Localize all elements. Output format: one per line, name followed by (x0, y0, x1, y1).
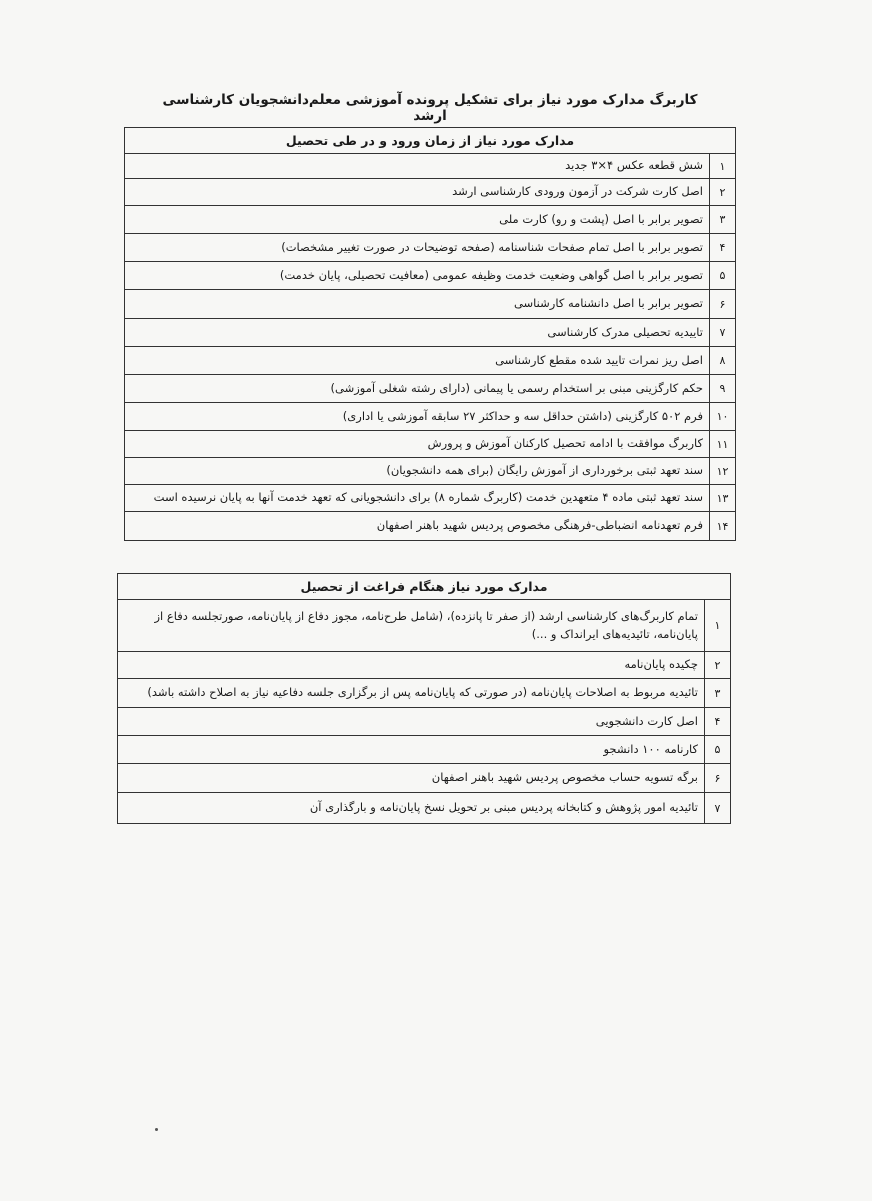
table-row (125, 262, 735, 290)
table-row (118, 764, 730, 793)
row-number: ۱۲ (709, 458, 735, 484)
row-number: ۴ (704, 708, 730, 735)
table-row (125, 319, 735, 347)
table-row (118, 679, 730, 708)
table-header: مدارک مورد نیاز هنگام فراغت از تحصیل (118, 574, 730, 600)
row-number: ۸ (709, 347, 735, 374)
row-number: ۲ (704, 652, 730, 678)
table-row (118, 793, 730, 823)
table-header: مدارک مورد نیاز از زمان ورود و در طی تحصیل (125, 128, 735, 154)
row-text: تصویر برابر با اصل (پشت و رو) کارت ملی (499, 211, 703, 226)
row-number: ۱۰ (709, 403, 735, 430)
table-row (125, 347, 735, 375)
row-text: اصل ریز نمرات تایید شده مقطع کارشناسی (495, 352, 703, 367)
table-row (125, 154, 735, 179)
row-text: تمام کاربرگ‌های کارشناسی ارشد (از صفر تا پانزده)، (شامل طرح‌نامه، مجوز دفاع از پایان‌نامه، صورتجلسه دفاع از پایان‌نامه، تائیدیه‌های ایرانداک و ...) (154, 608, 698, 641)
row-number: ۶ (709, 290, 735, 318)
table-row (125, 485, 735, 512)
row-number: ۷ (704, 793, 730, 823)
table-row (118, 736, 730, 764)
row-text: تصویر برابر با اصل گواهی وضعیت خدمت وظیفه عمومی (معافیت تحصیلی، پایان خدمت) (279, 267, 703, 282)
table-row (118, 600, 730, 652)
table-row (125, 512, 735, 540)
row-text: فرم تعهدنامه انضباطی-فرهنگی مخصوص پردیس شهید باهنر اصفهان (376, 518, 703, 533)
row-number: ۳ (709, 206, 735, 233)
row-text: سند تعهد ثبتی برخورداری از آموزش رایگان (برای همه دانشجویان) (386, 463, 703, 478)
page-title: کاربرگ مدارک مورد نیاز برای تشکیل پرونده آموزشی معلم‌دانشجویان کارشناسی ارشد (162, 92, 698, 124)
row-text: تصویر برابر با اصل تمام صفحات شناسنامه (صفحه توضیحات در صورت تغییر مشخصات) (281, 239, 703, 254)
row-text: کاربرگ موافقت با ادامه تحصیل کارکنان آموزش و پرورش (427, 436, 703, 451)
row-text: شش قطعه عکس ۴×۳ جدید (565, 158, 703, 173)
row-text: برگه تسویه حساب مخصوص پردیس شهید باهنر اصفهان (431, 770, 698, 785)
row-text: تاییدیه تحصیلی مدرک کارشناسی (547, 324, 703, 339)
row-number: ۲ (709, 179, 735, 205)
row-number: ۱۱ (709, 431, 735, 457)
row-number: ۳ (704, 679, 730, 707)
table-row (118, 652, 730, 679)
table-row (125, 234, 735, 262)
table-row (125, 375, 735, 403)
row-text: فرم ۵۰۲ کارگزینی (داشتن حداقل سه و حداکثر ۲۷ سابقه آموزشی یا اداری) (342, 408, 703, 423)
row-number: ۷ (709, 319, 735, 346)
row-number: ۱ (704, 600, 730, 651)
row-text: چکیده پایان‌نامه (624, 657, 698, 672)
row-number: ۱ (709, 154, 735, 178)
row-number: ۹ (709, 375, 735, 402)
row-number: ۵ (709, 262, 735, 289)
table-row (125, 179, 735, 206)
table-row (125, 431, 735, 458)
row-text: اصل کارت دانشجویی (595, 713, 698, 728)
table-row (125, 458, 735, 485)
row-text: تصویر برابر با اصل دانشنامه کارشناسی (513, 296, 703, 311)
table-row (125, 403, 735, 431)
row-number: ۴ (709, 234, 735, 261)
row-text: تائیدیه امور پژوهش و کتابخانه پردیس مبنی بر تحویل نسخ پایان‌نامه و بارگذاری آن (309, 800, 698, 815)
table-row (125, 290, 735, 319)
row-text: سند تعهد ثبتی ماده ۴ متعهدین خدمت (کاربرگ شماره ۸) برای دانشجویانی که تعهد خدمت آنها به پایان نرسیده است (153, 490, 703, 505)
table-row (118, 708, 730, 736)
row-text: تائیدیه مربوط به اصلاحات پایان‌نامه (در صورتی که پایان‌نامه پس از برگزاری جلسه دفاعیه نیاز به اصلاح داشته باشد) (147, 685, 698, 700)
row-number: ۱۳ (709, 485, 735, 511)
documents-table-during-study (124, 127, 736, 541)
row-text: کارنامه ۱۰۰ دانشجو (603, 741, 698, 756)
row-number: ۶ (704, 764, 730, 792)
row-text: حکم کارگزینی مبنی بر استخدام رسمی یا پیمانی (دارای رشته شغلی آموزشی) (330, 380, 703, 395)
documents-table-graduation (117, 573, 731, 824)
speck (155, 1128, 158, 1131)
row-text: اصل کارت شرکت در آزمون ورودی کارشناسی ارشد (452, 184, 703, 199)
table-row (125, 206, 735, 234)
row-number: ۱۴ (709, 512, 735, 540)
row-number: ۵ (704, 736, 730, 763)
